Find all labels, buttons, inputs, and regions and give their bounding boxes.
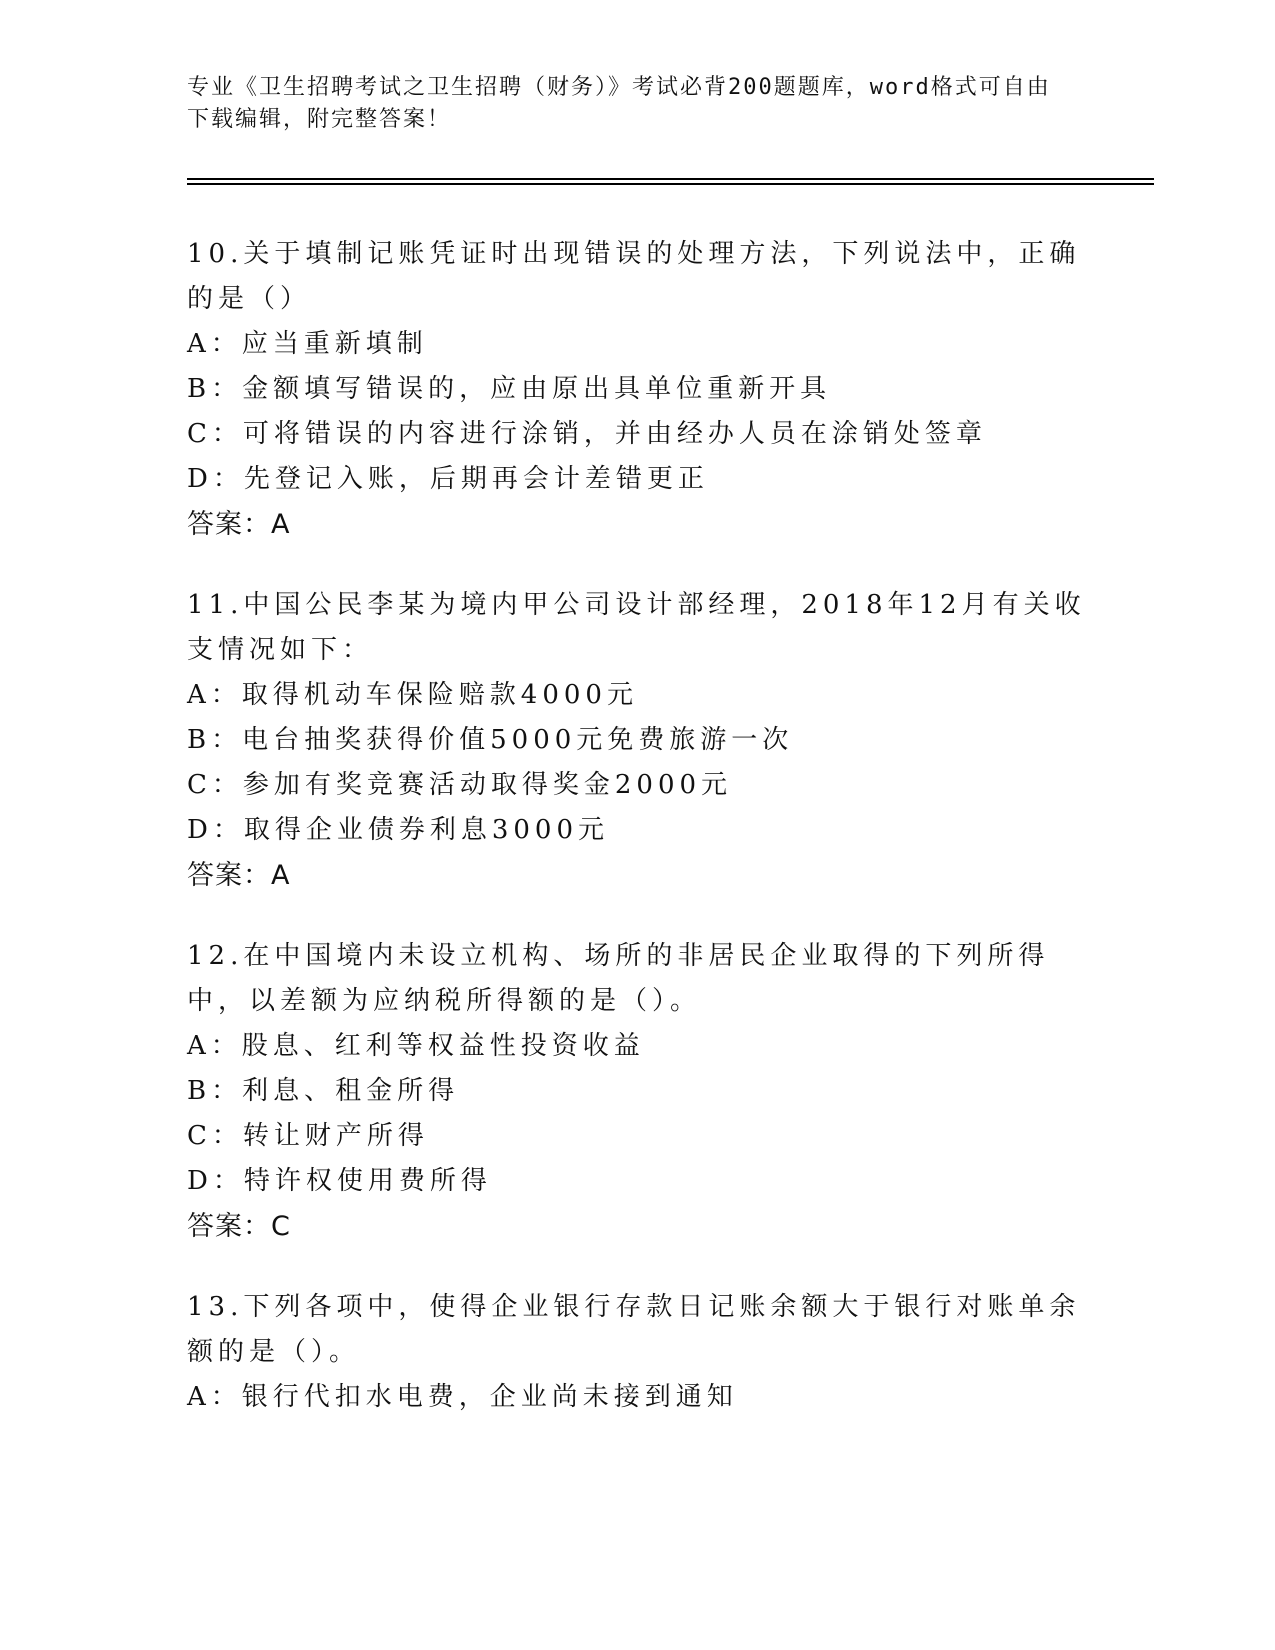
answer-line: 答案：A (187, 860, 291, 891)
option-b: B：金额填写错误的，应由原出具单位重新开具 (187, 374, 832, 404)
header-divider-bottom (187, 183, 1154, 185)
question-list (187, 232, 1087, 1456)
question-stem: 10.关于填制记账凭证时出现错误的处理方法，下列说法中，正确的是（） (187, 239, 1081, 314)
answer-line: 答案：C (187, 1211, 291, 1242)
question-13 (187, 1285, 1087, 1420)
question-stem: 11.中国公民李某为境内甲公司设计部经理，2018年12月有关收支情况如下： (187, 590, 1086, 665)
header-divider-top (187, 178, 1154, 180)
question-11 (187, 583, 1087, 898)
question-stem: 13.下列各项中，使得企业银行存款日记账余额大于银行对账单余额的是（）。 (187, 1292, 1081, 1367)
option-a: A：股息、红利等权益性投资收益 (187, 1031, 645, 1061)
option-c: C：可将错误的内容进行涂销，并由经办人员在涂销处签章 (187, 419, 987, 449)
option-b: B：利息、租金所得 (187, 1076, 460, 1106)
question-stem: 12.在中国境内未设立机构、场所的非居民企业取得的下列所得中，以差额为应纳税所得额的是（）。 (187, 941, 1050, 1016)
option-c: C：转让财产所得 (187, 1121, 429, 1151)
option-a: A：取得机动车保险赔款4000元 (187, 680, 638, 710)
question-10 (187, 232, 1087, 547)
question-12 (187, 934, 1087, 1249)
option-d: D：特许权使用费所得 (187, 1166, 492, 1196)
option-d: D：取得企业债券利息3000元 (187, 815, 610, 845)
answer-line: 答案：A (187, 509, 291, 540)
option-d: D：先登记入账，后期再会计差错更正 (187, 464, 709, 494)
option-a: A：应当重新填制 (187, 329, 428, 359)
option-b: B：电台抽奖获得价值5000元免费旅游一次 (187, 725, 794, 755)
document-header: 专业《卫生招聘考试之卫生招聘（财务）》考试必背200题题库，word格式可自由下载编辑，附完整答案！ (187, 75, 1051, 132)
option-c: C：参加有奖竞赛活动取得奖金2000元 (187, 770, 733, 800)
option-a: A：银行代扣水电费，企业尚未接到通知 (187, 1382, 738, 1412)
